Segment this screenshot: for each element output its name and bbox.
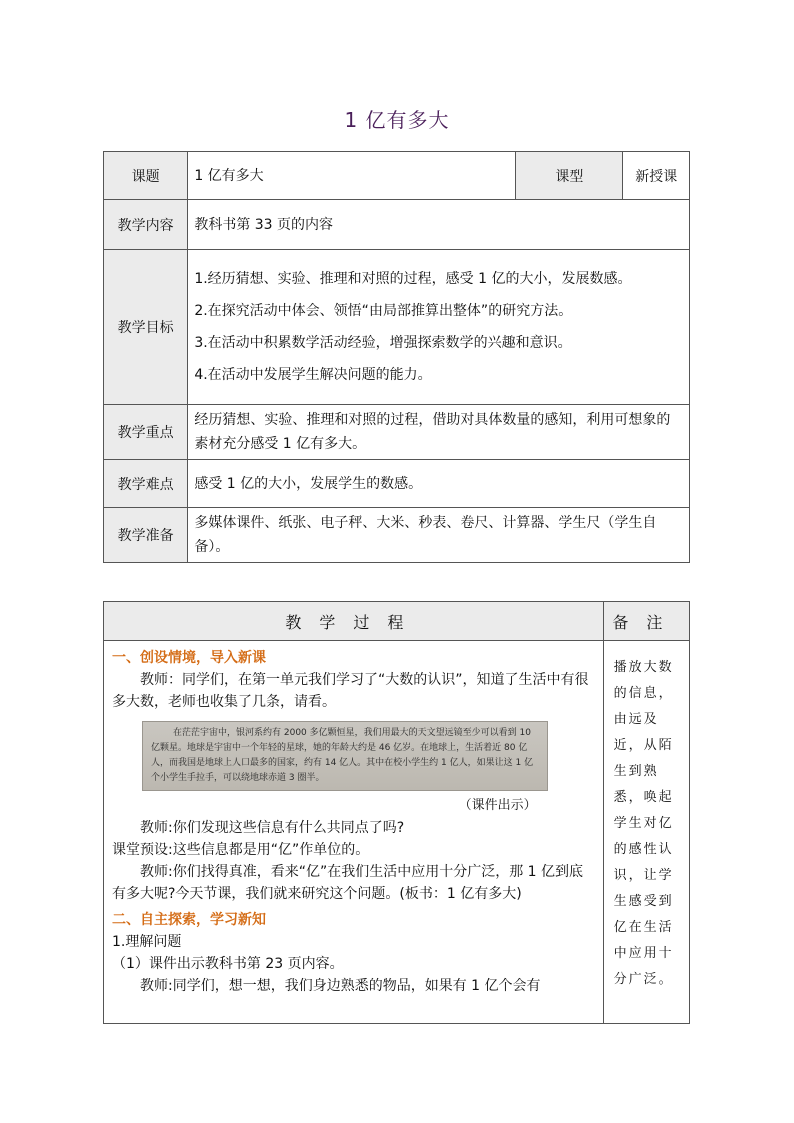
paragraph: 教师:你们找得真准，看来“亿”在我们生活中应用十分广泛，那 1 亿到底有多大呢?今天节课，我们就来研究这个问题。(板书：1 亿有多大) xyxy=(112,864,584,902)
type-value: 新授课 xyxy=(623,152,690,200)
goal-item: 3.在活动中积累数学活动经验，增强探索数学的兴趣和意识。 xyxy=(194,335,572,351)
paragraph: （1）课件出示教科书第 23 页内容。 xyxy=(112,956,344,972)
goal-item: 1.经历猜想、实验、推理和对照的过程，感受 1 亿的大小，发展数感。 xyxy=(194,271,632,287)
key-points-label: 教学重点 xyxy=(104,405,188,460)
goal-item: 2.在探究活动中体会、领悟“由局部推算出整体”的研究方法。 xyxy=(194,303,573,319)
topic-label: 课题 xyxy=(104,152,188,200)
paragraph: 1.理解问题 xyxy=(112,934,182,950)
difficulty-label: 教学难点 xyxy=(104,460,188,508)
paragraph: 教师：同学们，在第一单元我们学习了“大数的认识”，知道了生活中有很多大数，老师也收集了几条，请看。 xyxy=(112,672,589,710)
key-points-value: 经历猜想、实验、推理和对照的过程，借助对具体数量的感知，利用可想象的素材充分感受 1 亿有多大。 xyxy=(188,405,690,460)
paragraph: 教师:同学们，想一想，我们身边熟悉的物品，如果有 1 亿个会有 xyxy=(140,978,541,994)
courseware-image: 在茫茫宇宙中，银河系约有 2000 多亿颗恒星，我们用最大的天文望远镜至少可以看到 10 亿颗星。地球是宇宙中一个年轻的星球，她的年龄大约是 46 亿岁。在地球上，生活着近 80 亿人，而我国是地球上人口最多的国家，约有 14 亿人。其中在校小学生约 1 亿人，如果让这 1 亿个小学生手拉手，可以绕地球赤道 3 圈半。 xyxy=(142,721,548,791)
notes-header: 备注 xyxy=(603,602,689,641)
paragraph: 教师:你们发现这些信息有什么共同点了吗? xyxy=(140,820,405,836)
section-heading: 一、创设情境，导入新课 xyxy=(112,650,266,666)
goal-item: 4.在活动中发展学生解决问题的能力。 xyxy=(194,367,432,383)
preparation-label: 教学准备 xyxy=(104,508,188,563)
difficulty-value: 感受 1 亿的大小，发展学生的数感。 xyxy=(188,460,690,508)
lesson-info-table xyxy=(103,151,690,563)
preparation-value: 多媒体课件、纸张、电子秤、大米、秒表、卷尺、计算器、学生尺（学生自备）。 xyxy=(188,508,690,563)
topic-value: 1 亿有多大 xyxy=(188,152,516,200)
image-caption: （课件出示） xyxy=(458,798,537,813)
section-heading: 二、自主探索，学习新知 xyxy=(112,912,266,928)
teaching-process-table xyxy=(103,601,690,1024)
process-note: 播放大数的信息，由远及近，从陌生到熟悉，唤起学生对亿的感性认识，让学生感受到亿在生活中应用十分广泛。 xyxy=(603,641,689,1024)
content-value: 教科书第 33 页的内容 xyxy=(188,200,690,250)
process-header: 教学过程 xyxy=(104,602,604,641)
goals-label: 教学目标 xyxy=(104,250,188,405)
type-label: 课型 xyxy=(516,152,623,200)
document-title: 1 亿有多大 xyxy=(344,108,450,132)
content-label: 教学内容 xyxy=(104,200,188,250)
paragraph: 课堂预设:这些信息都是用“亿”作单位的。 xyxy=(112,842,370,858)
process-content xyxy=(104,641,604,1024)
goals-cell xyxy=(188,250,690,405)
